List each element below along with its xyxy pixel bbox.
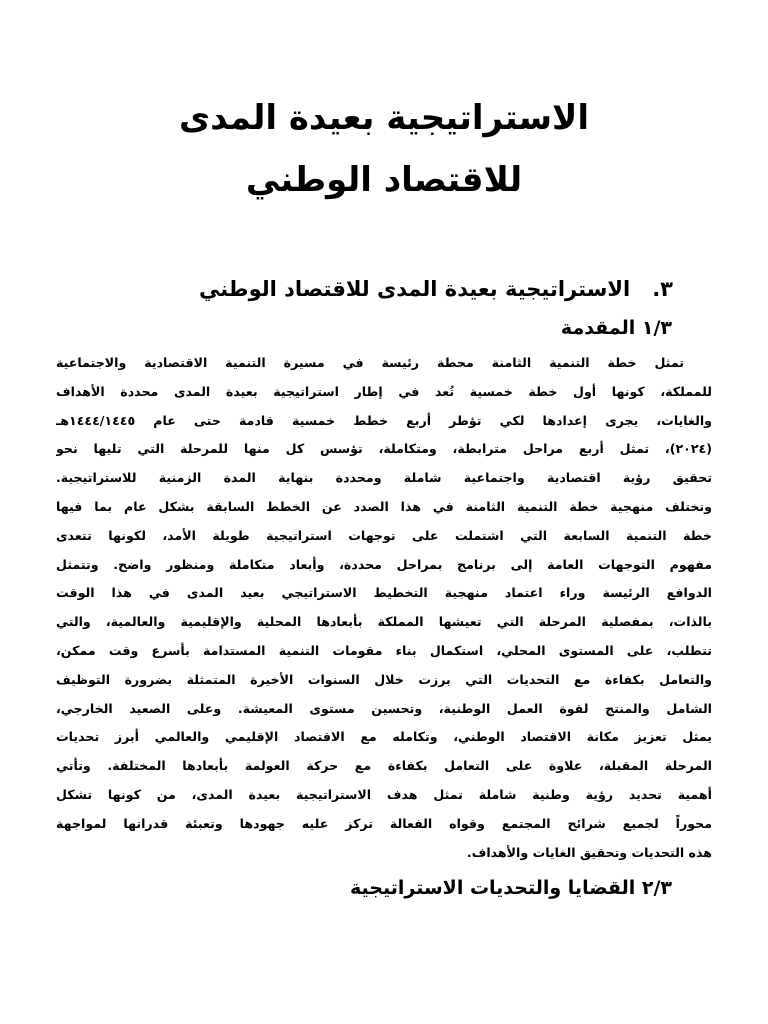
introduction-paragraph	[56, 349, 712, 867]
paragraph-line: للمملكة، كونها أول خطة خمسية تُعد في إطار استراتيجية بعيدة المدى محددة الأهداف	[56, 383, 712, 399]
document-title-line-1: الاستراتيجية بعيدة المدى	[179, 98, 589, 138]
paragraph-line: بالذات، بمفصلية المرحلة التي تعيشها المملكة بأبعادها المحلية والإقليمية والعالمية، والتي	[56, 614, 712, 630]
paragraph-line: تمثل خطة التنمية الثامنة محطة رئيسة في مسيرة التنمية الاقتصادية والاجتماعية	[56, 355, 684, 370]
paragraph-line: (٢٠٢٤)، تمثل أربع مراحل مترابطة، ومتكاملة، تؤسس كل منها للمرحلة التي تليها نحو	[56, 441, 712, 457]
paragraph-line: والغايات، يجرى إعدادها لكي تؤطر أربع خطط خمسية قادمة حتى عام ١٤٤٤/١٤٤٥هـ	[56, 412, 712, 428]
paragraph-line: محوراً لجميع شرائح المجتمع وقواه الفعالة تركز عليه جهودها وتعبئة قدراتها لمواجهة	[56, 815, 712, 831]
document-title-line-2: للاقتصاد الوطني	[245, 160, 523, 200]
paragraph-line: والتعامل بكفاءة مع التحديات التي برزت خلال السنوات الأخيرة المتمثلة بضرورة التوظيف	[56, 671, 712, 687]
paragraph-line: الشامل والمنتج لقوة العمل الوطنية، وتحسين مستوى المعيشة. وعلى الصعيد الخارجي،	[56, 700, 712, 716]
paragraph-line: مفهوم التوجهات العامة إلى برنامج بمراحل محددة، وأبعاد متكاملة ومنظور واضح. وتتمثل	[56, 556, 712, 572]
section-number: ٣.	[652, 277, 673, 301]
paragraph-line: تتطلب، على المستوى المحلي، استكمال بناء مقومات التنمية المستدامة بأسرع وقت ممكن،	[56, 642, 712, 658]
paragraph-line: أهمية تحديد رؤية وطنية شاملة تمثل هدف الاستراتيجية بعيدة المدى، من كونها تشكل	[56, 786, 712, 802]
paragraph-line: خطة التنمية السابعة التي اشتملت على توجهات استراتيجية طويلة الأمد، لكونها تتعدى	[56, 527, 712, 543]
paragraph-line: يمثل تعزيز مكانة الاقتصاد الوطني، وتكامله مع الاقتصاد الإقليمي والعالمي أبرز تحديات	[56, 729, 712, 745]
section-title: الاستراتيجية بعيدة المدى للاقتصاد الوطني	[198, 277, 631, 301]
subsection-heading-introduction: ١/٣ المقدمة	[560, 317, 672, 339]
paragraph-line: هذه التحديات وتحقيق الغايات والأهداف.	[466, 844, 712, 860]
paragraph-line: المرحلة المقبلة، علاوة على التعامل بكفاءة مع حركة العولمة بأبعادها المختلفة. وتأتي	[56, 758, 712, 774]
paragraph-line: وتختلف منهجية خطة التنمية الثامنة في هذا الصدد عن الخطط السابقة بشكل عام بما فيها	[56, 498, 712, 514]
paragraph-line: الدوافع الرئيسة وراء اعتماد منهجية التخطيط الاستراتيجي بعيد المدى في هذا الوقت	[56, 585, 712, 601]
paragraph-line: تحقيق رؤية اقتصادية واجتماعية شاملة ومحددة بنهاية المدة الزمنية للاستراتيجية.	[56, 470, 712, 486]
section-heading	[199, 274, 673, 304]
subsection-heading-issues-challenges: ٢/٣ القضايا والتحديات الاستراتيجية	[350, 877, 672, 899]
